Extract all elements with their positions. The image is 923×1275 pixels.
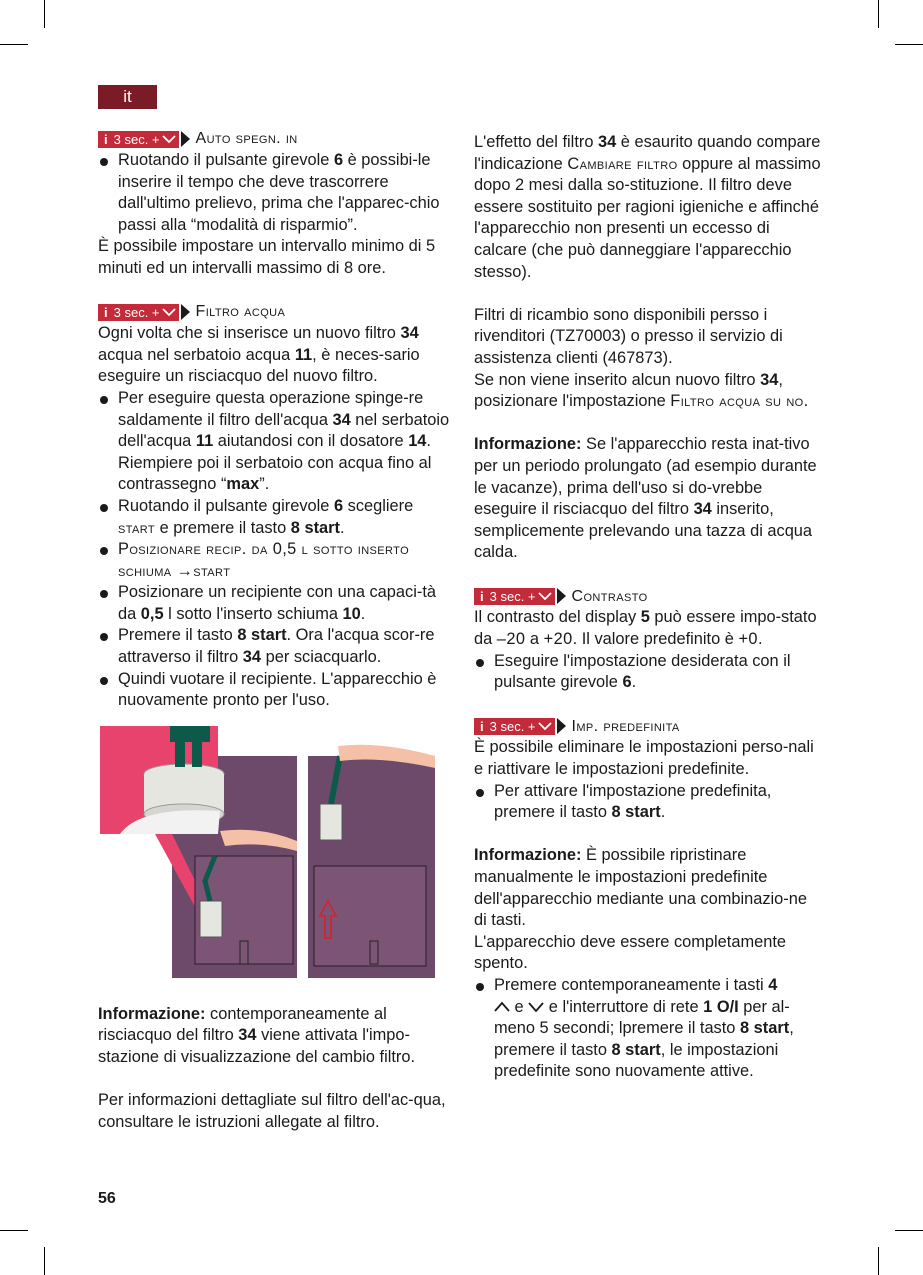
info-icon: i [104,131,108,147]
list-item: Ruotando il pulsante girevole 6 è possibi-le inserire il tempo che deve trascorrere dall'ultimo prelievo, prima che l'apparec-chio passi alla “modalità di risparmio”. [98,150,452,236]
settings-badge: i 3 sec. + [474,718,555,735]
settings-badge: i 3 sec. + [98,131,179,148]
crop-mark [878,1247,879,1275]
section-header-imp-predefinita [474,715,824,737]
chevron-down-icon [162,134,176,144]
info-icon: i [104,304,108,320]
list-item: Ruotando il pulsante girevole 6 scegliere start e premere il tasto 8 start. [98,496,452,539]
section-title: Contrasto [571,587,648,605]
crop-mark [0,44,28,45]
list-item: Per attivare l'impostazione predefinita, premere il tasto 8 start. [474,781,824,824]
filter-illustration [100,726,435,978]
paragraph: È possibile impostare un intervallo minimo di 5 minuti ed un intervalli massimo di 8 ore. [98,237,436,277]
paragraph: Filtri di ricambio sono disponibili persso i rivenditori (TZ70003) o presso il servizio di assistenza clienti (467873). [474,305,783,367]
list-item: Eseguire l'impostazione desiderata con il pulsante girevole 6. [474,651,824,694]
right-column [474,128,824,1083]
paragraph: Il contrasto del display 5 può essere impo-stato da –20 a +20. Il valore predefinito è +0. [474,608,817,649]
arrow-right-icon [181,304,190,320]
paragraph: L'apparecchio deve essere completamente spento. [474,932,787,973]
crop-mark [44,1247,45,1275]
section-header-filtro-acqua [98,301,452,323]
paragraph: È possibile eliminare le impostazioni perso-nali e riattivare le impostazioni predefinite. [474,738,814,779]
section-header-auto-spegn [98,128,452,150]
bullet-list [474,781,824,824]
list-item: Quindi vuotare il recipiente. L'apparecchio è nuovamente pronto per l'uso. [98,669,452,712]
info-icon: i [480,718,484,734]
paragraph: Se non viene inserito alcun nuovo filtro 34, posizionare l'impostazione Filtro acqua su no. [474,370,809,411]
page-number: 56 [98,1190,116,1207]
bullet-list [474,651,824,694]
paragraph: Ogni volta che si inserisce un nuovo filtro 34 acqua nel serbatoio acqua 11, è neces-sario eseguire un risciacquo del nuovo filtro. [98,324,420,386]
settings-badge: i 3 sec. + [98,304,179,321]
crop-mark [895,1230,923,1231]
bullet-list [98,150,452,236]
list-item: Posizionare recip. da 0,5 l sotto inserto schiuma →start [98,539,452,582]
paragraph: L'effetto del filtro 34 è esaurito quando compare l'indicazione Cambiare filtro oppure al massimo dopo 2 mesi dalla so-stituzione. Il filtro deve essere sostituito per ragioni igieniche e affinché l'apparecchio non presenti un eccesso di calcare (che può danneggiare l'apparecchio stesso). [474,133,821,281]
info-paragraph: Informazione: contemporaneamente al risciacquo del filtro 34 viene attivata l'impo-stazione di visualizzazione del cambio filtro. [98,1004,416,1067]
paragraph: Per informazioni dettagliate sul filtro dell'ac-qua, consultare le istruzioni allegate al filtro. [98,1091,446,1131]
language-tab: it [98,85,157,109]
chevron-up-icon [494,1001,510,1012]
arrow-right-icon [557,718,566,734]
chevron-down-icon [538,721,552,731]
chevron-down-icon [162,307,176,317]
chevron-down-icon [528,1001,544,1012]
chevron-down-icon [538,591,552,601]
crop-mark [44,0,45,28]
list-item: Premere contemporaneamente i tasti 4 e e l'interruttore di rete 1 O/I per al-meno 5 secondi; lpremere il tasto 8 start, premere il tasto 8 start, le impostazioni predefinite sono nuovamente attive. [474,975,824,1083]
section-title: Auto spegn. in [195,130,298,148]
crop-mark [895,44,923,45]
info-icon: i [480,588,484,604]
list-item: Premere il tasto 8 start. Ora l'acqua scor-re attraverso il filtro 34 per sciacquarlo. [98,625,452,668]
left-column [98,128,452,1133]
crop-mark [0,1230,28,1231]
list-item: Posizionare un recipiente con una capaci-tà da 0,5 l sotto l'inserto schiuma 10. [98,582,452,625]
filter-rinse-illustration [100,726,435,978]
settings-badge: i 3 sec. + [474,588,555,605]
section-title: Filtro acqua [195,303,286,321]
section-title: Imp. predefinita [571,717,680,735]
info-paragraph: Informazione: Se l'apparecchio resta inat-tivo per un periodo prolungato (ad esempio durante le vacanze), prima dell'uso si do-vrebbe eseguire il risciacquo del filtro 34 inserito, semplicemente prelevando una tazza di acqua calda. [474,435,817,562]
bullet-list [474,975,824,1083]
crop-mark [878,0,879,28]
section-header-contrasto [474,585,824,607]
list-item: Per eseguire questa operazione spinge-re saldamente il filtro dell'acqua 34 nel serbatoio dell'acqua 11 aiutandosi con il dosatore 14. Riempiere poi il serbatoio con acqua fino al contrassegno “max”. [98,388,452,496]
arrow-right-icon [557,588,566,604]
info-paragraph: Informazione: È possibile ripristinare manualmente le impostazioni predefinite dell'apparecchio mediante una combinazio-ne di tasti. [474,846,807,930]
arrow-right-icon [181,131,190,147]
bullet-list [98,388,452,712]
